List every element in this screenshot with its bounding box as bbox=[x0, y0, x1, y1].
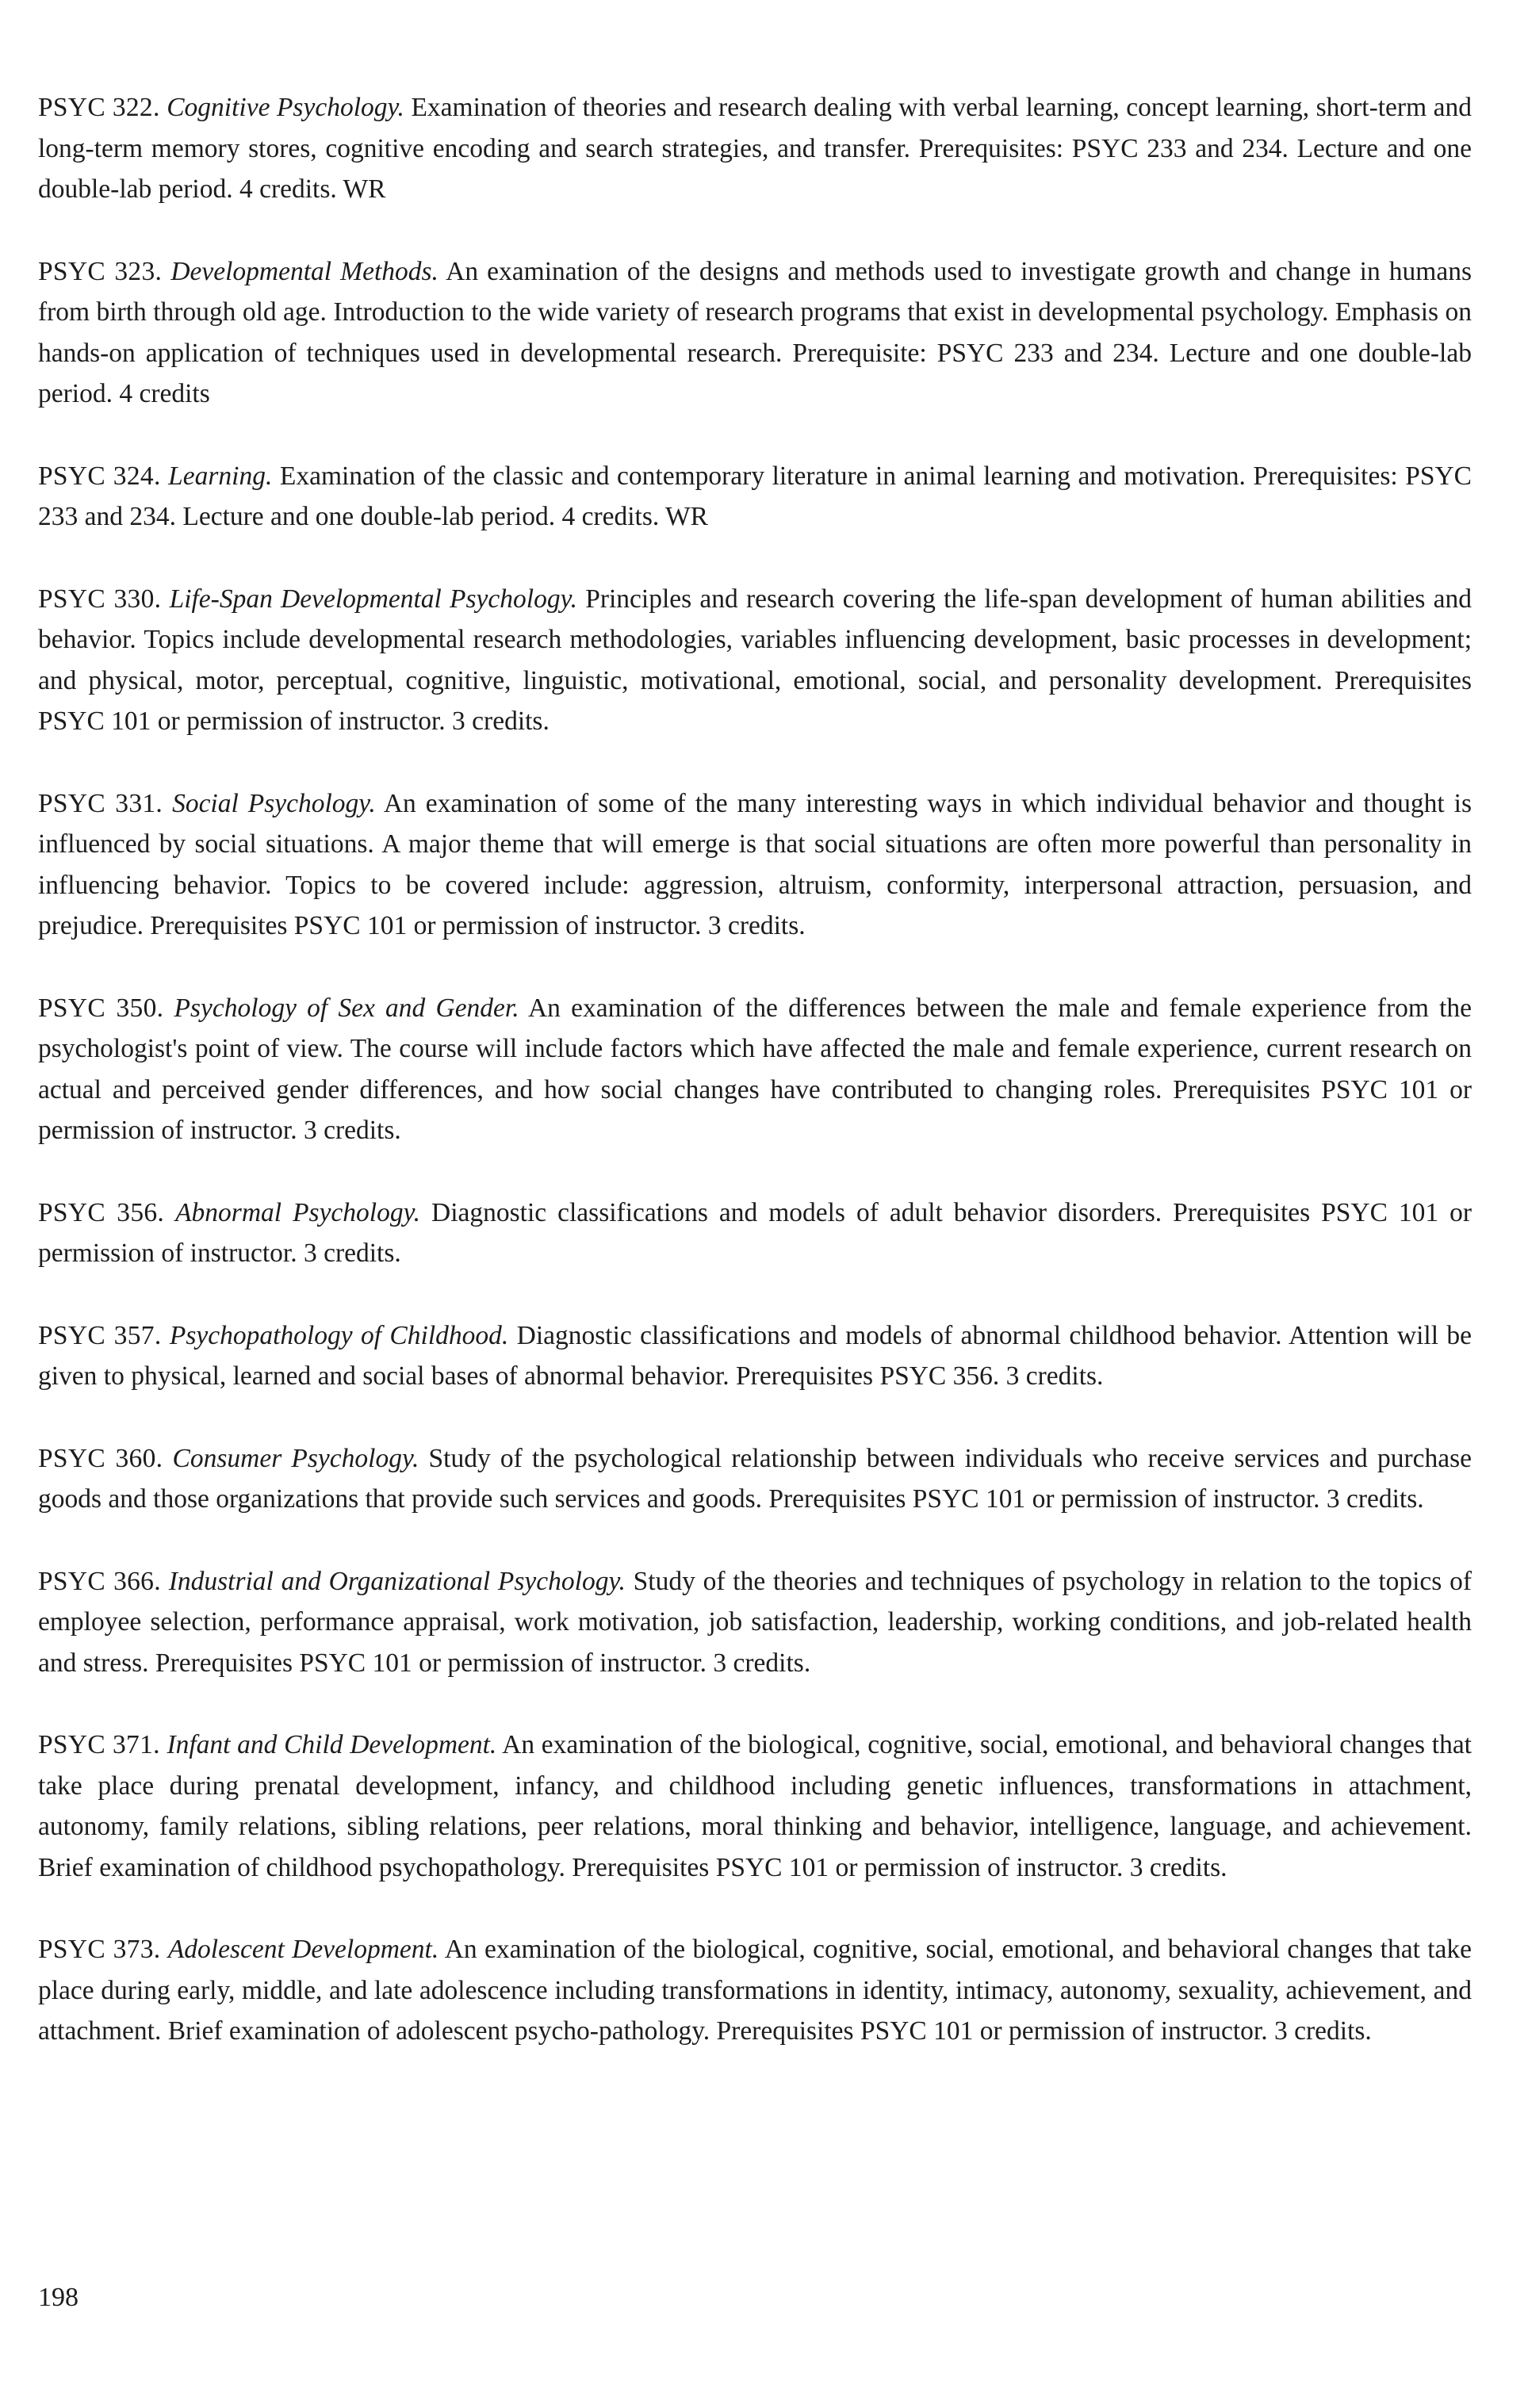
course-entry-psyc-373 bbox=[38, 1929, 1472, 2052]
course-description: Examination of theories and research dealing with verbal learning, concept learning, short-term and long-term memory stores, cognitive encoding and search strategies, and transfer. Prerequisites: PSYC 233 and 234. Lecture and one double-lab period. 4 credits. WR bbox=[38, 93, 1472, 204]
course-description: Study of the psychological relationship between individuals who receive services and purchase goods and those organizations that provide such services and goods. Prerequisites PSYC 101 or permission of instructor. 3 credits. bbox=[38, 1443, 1472, 1514]
course-description: An examination of the differences between the male and female experience from the psychologist's point of view. The course will include factors which have affected the male and female experience, current research on actual and perceived gender differences, and how social changes have contributed to changing roles. Prerequisites PSYC 101 or permission of instructor. 3 credits. bbox=[38, 993, 1472, 1145]
course-entry-psyc-324 bbox=[38, 456, 1472, 538]
course-description: An examination of some of the many interesting ways in which individual behavior and thought is influenced by social situations. A major theme that will emerge is that social situations are often more powerful than personality in influencing behavior. Topics to be covered include: aggression, altruism, conformity, interpersonal attraction, persuasion, and prejudice. Prerequisites PSYC 101 or permission of instructor. 3 credits. bbox=[38, 788, 1472, 940]
course-catalog-page bbox=[38, 87, 1472, 2093]
course-description: An examination of the biological, cognitive, social, emotional, and behavioral changes that take place during early, middle, and late adolescence including transformations in identity, intimacy, autonomy, sexuality, achievement, and attachment. Brief examination of adolescent psycho-pathology. Prerequisites PSYC 101 or permission of instructor. 3 credits. bbox=[38, 1935, 1472, 2046]
course-description: Diagnostic classifications and models of abnormal childhood behavior. Attention will be given to physical, learned and social bases of abnormal behavior. Prerequisites PSYC 356. 3 credits. bbox=[38, 1320, 1472, 1391]
page-number: 198 bbox=[38, 2283, 79, 2312]
course-code: PSYC 330. bbox=[38, 584, 162, 614]
course-description: An examination of the designs and methods used to investigate growth and change in humans from birth through old age. Introduction to the wide variety of research programs that exist in developmental psychology. Emphasis on hands-on application of techniques used in developmental research. Prerequisite: PSYC 233 and 234. Lecture and one double-lab period. 4 credits bbox=[38, 256, 1472, 408]
course-entry-psyc-323 bbox=[38, 251, 1472, 415]
course-title: Cognitive Psychology. bbox=[167, 93, 404, 122]
course-code: PSYC 356. bbox=[38, 1197, 165, 1227]
course-entry-psyc-330 bbox=[38, 579, 1472, 742]
course-code: PSYC 322. bbox=[38, 93, 160, 122]
course-entry-psyc-371 bbox=[38, 1725, 1472, 1888]
course-code: PSYC 371. bbox=[38, 1730, 160, 1759]
course-title: Psychology of Sex and Gender. bbox=[174, 993, 519, 1023]
course-title: Psychopathology of Childhood. bbox=[169, 1320, 509, 1350]
course-entry-psyc-360 bbox=[38, 1438, 1472, 1520]
course-entry-psyc-331 bbox=[38, 783, 1472, 947]
course-title: Industrial and Organizational Psychology. bbox=[168, 1566, 626, 1596]
course-entry-psyc-356 bbox=[38, 1193, 1472, 1274]
course-code: PSYC 323. bbox=[38, 256, 163, 286]
course-description: Study of the theories and techniques of psychology in relation to the topics of employee selection, performance appraisal, work motivation, job satisfaction, leadership, working conditions, and job-related health and stress. Prerequisites PSYC 101 or permission of instructor. 3 credits. bbox=[38, 1566, 1472, 1678]
course-title: Social Psychology. bbox=[172, 788, 376, 818]
course-code: PSYC 350. bbox=[38, 993, 164, 1023]
course-entry-psyc-322 bbox=[38, 87, 1472, 210]
course-code: PSYC 373. bbox=[38, 1935, 161, 1964]
course-entry-psyc-357 bbox=[38, 1315, 1472, 1397]
course-entry-psyc-366 bbox=[38, 1561, 1472, 1684]
course-title: Consumer Psychology. bbox=[172, 1443, 419, 1473]
course-title: Abnormal Psychology. bbox=[175, 1197, 421, 1227]
course-title: Adolescent Development. bbox=[167, 1935, 439, 1964]
course-title: Life-Span Developmental Psychology. bbox=[169, 584, 577, 614]
course-code: PSYC 331. bbox=[38, 788, 163, 818]
course-title: Infant and Child Development. bbox=[167, 1730, 497, 1759]
course-description: Diagnostic classifications and models of adult behavior disorders. Prerequisites PSYC 101 or permission of instructor. 3 credits. bbox=[38, 1197, 1472, 1268]
course-title: Developmental Methods. bbox=[170, 256, 438, 286]
course-code: PSYC 360. bbox=[38, 1443, 163, 1473]
course-title: Learning. bbox=[168, 461, 273, 491]
course-description: Examination of the classic and contemporary literature in animal learning and motivation. Prerequisites: PSYC 233 and 234. Lecture and one double-lab period. 4 credits. WR bbox=[38, 461, 1472, 531]
course-description: An examination of the biological, cognitive, social, emotional, and behavioral changes that take place during prenatal development, infancy, and childhood including genetic influences, transformations in attachment, autonomy, family relations, sibling relations, peer relations, moral thinking and behavior, intelligence, language, and achievement. Brief examination of childhood psychopathology. Prerequisites PSYC 101 or permission of instructor. 3 credits. bbox=[38, 1730, 1472, 1882]
course-code: PSYC 366. bbox=[38, 1566, 161, 1596]
course-code: PSYC 324. bbox=[38, 461, 161, 491]
course-code: PSYC 357. bbox=[38, 1320, 162, 1350]
course-description: Principles and research covering the life-span development of human abilities and behavior. Topics include developmental research methodologies, variables influencing development, basic processes in development; and physical, motor, perceptual, cognitive, linguistic, motivational, emotional, social, and personality development. Prerequisites PSYC 101 or permission of instructor. 3 credits. bbox=[38, 584, 1472, 736]
course-entry-psyc-350 bbox=[38, 988, 1472, 1151]
